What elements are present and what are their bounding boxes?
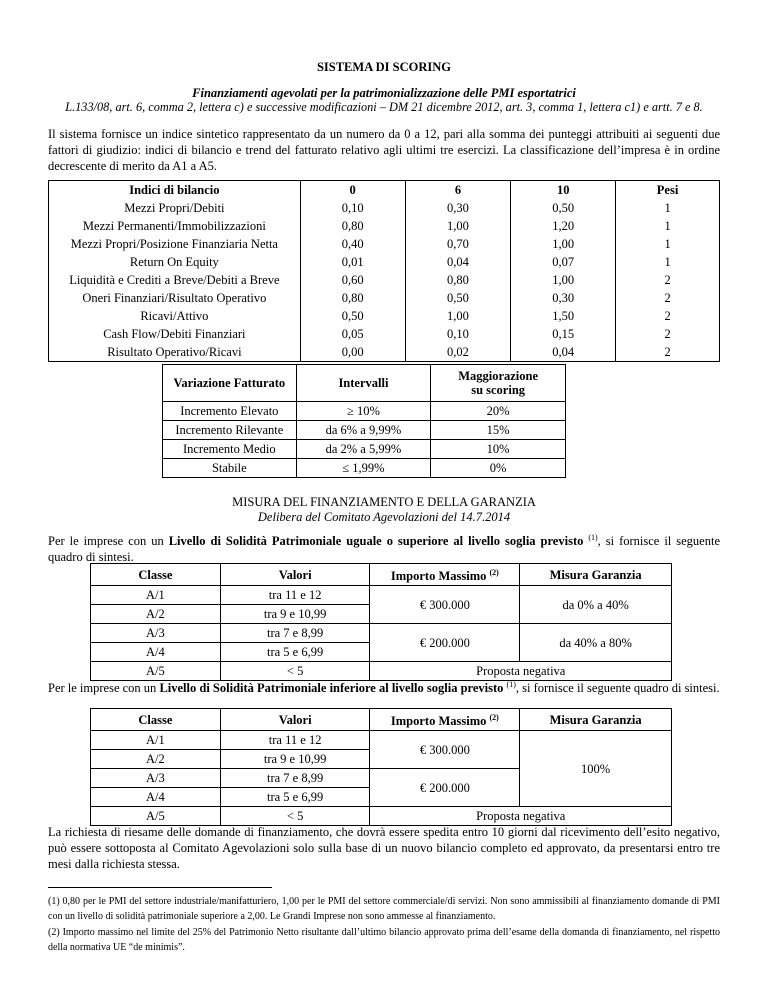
fatturato-cell: 10% <box>431 440 566 459</box>
indici-row <box>49 289 720 307</box>
importo-cell: € 300.000 <box>370 586 520 624</box>
fatturato-cell: da 2% a 5,99% <box>296 440 431 459</box>
fatturato-cell: Incremento Rilevante <box>163 421 297 440</box>
fatturato-row <box>163 421 566 440</box>
text: Per le imprese con un <box>48 681 160 696</box>
indici-row <box>49 235 720 253</box>
indici-row <box>49 253 720 271</box>
indice-value-cell: 1,00 <box>405 307 511 325</box>
classe-cell: A/3 <box>91 624 221 643</box>
valori-cell: tra 11 e 12 <box>220 586 370 605</box>
fatturato-header: Variazione Fatturato <box>163 365 297 402</box>
indice-value-cell: 2 <box>616 307 720 325</box>
indice-value-cell: 1,00 <box>405 217 511 235</box>
fatturato-cell: ≤ 1,99% <box>296 459 431 478</box>
fatturato-header-line: Maggiorazione <box>458 369 539 383</box>
classe-cell: A/1 <box>91 731 221 750</box>
garanzia-table-uguale <box>90 563 672 681</box>
indice-name-cell: Cash Flow/Debiti Finanziari <box>49 325 301 343</box>
indice-name-cell: Ricavi/Attivo <box>49 307 301 325</box>
classe-cell: A/1 <box>91 586 221 605</box>
indici-row <box>49 325 720 343</box>
garanzia-cell: da 0% a 40% <box>520 586 672 624</box>
indice-value-cell: 0,10 <box>300 199 405 217</box>
indice-value-cell: 0,80 <box>405 271 511 289</box>
indice-value-cell: 0,15 <box>511 325 616 343</box>
col-header <box>370 709 520 731</box>
footnote-1: (1) 0,80 per le PMI del settore industriale/manifatturiero, 1,00 per le PMI del settore commerciale/di servizi. Non sono ammissibili al finanziamento domande di PMI con un livello di solidità patrimoniale superiore a 2,00. Le Grandi Imprese non sono ammesse al finanziamento. <box>48 896 720 922</box>
indici-row <box>49 271 720 289</box>
table-row <box>91 586 672 605</box>
fatturato-row <box>163 459 566 478</box>
col-header: Classe <box>91 709 221 731</box>
footnote-divider <box>48 887 272 888</box>
valori-cell: < 5 <box>220 807 370 826</box>
importo-cell: € 200.000 <box>370 769 520 807</box>
section-title: MISURA DEL FINANZIAMENTO E DELLA GARANZIA <box>232 495 536 509</box>
footnote-2: (2) Importo massimo nel limite del 25% del Patrimonio Netto risultante dall’ultimo bilancio approvato prima dell’esame della domanda di finanziamento, nel rispetto della normativa UE “de minimis”. <box>48 927 720 953</box>
table-row <box>91 731 672 750</box>
bold-text: Livello di Solidità Patrimoniale inferiore al livello soglia previsto <box>159 681 504 696</box>
indici-header-row <box>49 181 720 200</box>
garanzia-cell: da 40% a 80% <box>520 624 672 662</box>
indici-row <box>49 199 720 217</box>
indici-header: 0 <box>300 181 405 200</box>
indice-name-cell: Liquidità e Crediti a Breve/Debiti a Breve <box>49 271 301 289</box>
fatturato-cell: 20% <box>431 402 566 421</box>
bold-text: Livello di Solidità Patrimoniale uguale o superiore al livello soglia previsto <box>168 534 584 549</box>
fatturato-table <box>162 364 566 478</box>
fatturato-body <box>163 402 566 478</box>
indice-value-cell: 1,00 <box>511 271 616 289</box>
indici-header: 6 <box>405 181 511 200</box>
fatturato-header-row <box>163 365 566 402</box>
indice-name-cell: Risultato Operativo/Ricavi <box>49 343 301 362</box>
classe-cell: A/5 <box>91 662 221 681</box>
indice-value-cell: 0,60 <box>300 271 405 289</box>
fatturato-cell: Incremento Elevato <box>163 402 297 421</box>
indice-value-cell: 2 <box>616 343 720 362</box>
garanzia-cell: 100% <box>520 731 672 807</box>
indice-value-cell: 0,30 <box>405 199 511 217</box>
fatturato-header: Intervalli <box>296 365 431 402</box>
indice-value-cell: 0,50 <box>300 307 405 325</box>
paragraph-inferiore <box>48 677 720 696</box>
indice-value-cell: 2 <box>616 325 720 343</box>
fatturato-header-line: su scoring <box>471 383 526 397</box>
legal-reference: L.133/08, art. 6, comma 2, lettera c) e successive modificazioni – DM 21 dicembre 2012, art. 3, comma 1, lettera c1) e artt. 7 e 8. <box>65 100 703 114</box>
indice-value-cell: 1 <box>616 199 720 217</box>
indice-value-cell: 1,50 <box>511 307 616 325</box>
fatturato-header <box>431 365 566 402</box>
indice-value-cell: 0,00 <box>300 343 405 362</box>
table-row <box>91 624 672 643</box>
classe-cell: A/2 <box>91 750 221 769</box>
indice-name-cell: Return On Equity <box>49 253 301 271</box>
valori-cell: tra 5 e 6,99 <box>220 643 370 662</box>
indice-value-cell: 1,00 <box>511 235 616 253</box>
fatturato-cell: da 6% a 9,99% <box>296 421 431 440</box>
indici-row <box>49 217 720 235</box>
indici-body <box>49 199 720 362</box>
indice-name-cell: Mezzi Propri/Debiti <box>49 199 301 217</box>
indice-value-cell: 1,20 <box>511 217 616 235</box>
footnote-ref: (1) <box>588 533 598 542</box>
footnote-ref: (2) <box>489 713 499 722</box>
indice-value-cell: 2 <box>616 271 720 289</box>
indice-name-cell: Oneri Finanziari/Risultato Operativo <box>49 289 301 307</box>
valori-cell: tra 7 e 8,99 <box>220 624 370 643</box>
garanzia-table-inferiore <box>90 708 672 826</box>
classe-cell: A/2 <box>91 605 221 624</box>
indici-header: Pesi <box>616 181 720 200</box>
indice-name-cell: Mezzi Permanenti/Immobilizzazioni <box>49 217 301 235</box>
text: Per le imprese con un <box>48 534 169 549</box>
indice-value-cell: 0,04 <box>511 343 616 362</box>
negativa-cell: Proposta negativa <box>370 807 672 826</box>
indici-row <box>49 343 720 362</box>
valori-cell: tra 9 e 10,99 <box>220 750 370 769</box>
indici-header: 10 <box>511 181 616 200</box>
indice-value-cell: 0,02 <box>405 343 511 362</box>
table-row <box>91 807 672 826</box>
importo-cell: € 300.000 <box>370 731 520 769</box>
indice-value-cell: 0,10 <box>405 325 511 343</box>
fatturato-row <box>163 402 566 421</box>
classe-cell: A/4 <box>91 788 221 807</box>
indice-value-cell: 0,40 <box>300 235 405 253</box>
table-header-row <box>91 709 672 731</box>
indice-value-cell: 0,50 <box>511 199 616 217</box>
riesame-paragraph: La richiesta di riesame delle domande di finanziamento, che dovrà essere spedita entro 10 giorni dal ricevimento dell’esito negativo, può essere sottoposta al Comitato Agevolazioni solo sulla base di un nuovo bilancio completo ed approvato, da presentarsi entro tre mesi dalla richiesta stessa. <box>48 825 720 871</box>
indice-value-cell: 0,07 <box>511 253 616 271</box>
negativa-cell: Proposta negativa <box>370 662 672 681</box>
paragraph-uguale <box>48 530 720 565</box>
col-header-text: Importo Massimo <box>390 569 487 584</box>
valori-cell: tra 7 e 8,99 <box>220 769 370 788</box>
valori-cell: < 5 <box>220 662 370 681</box>
col-header <box>370 564 520 586</box>
importo-cell: € 200.000 <box>370 624 520 662</box>
text: , si fornisce il seguente quadro di sintesi. <box>48 534 720 565</box>
table-header-row <box>91 564 672 586</box>
fatturato-row <box>163 440 566 459</box>
indice-value-cell: 0,80 <box>300 217 405 235</box>
indice-value-cell: 0,05 <box>300 325 405 343</box>
valori-cell: tra 11 e 12 <box>220 731 370 750</box>
col-header: Valori <box>220 564 370 586</box>
intro-paragraph: Il sistema fornisce un indice sintetico rappresentato da un numero da 0 a 12, pari alla somma dei punteggi attribuiti ai seguenti due fattori di giudizio: indici di bilancio e trend del fatturato relativo agli ultimi tre esercizi. La classificazione dell’impresa è in ordine decrescente di merito da A1 a A5. <box>48 127 720 173</box>
col-header-text: Importo Massimo <box>390 714 487 729</box>
indice-value-cell: 1 <box>616 253 720 271</box>
indice-value-cell: 0,50 <box>405 289 511 307</box>
indici-row <box>49 307 720 325</box>
classe-cell: A/5 <box>91 807 221 826</box>
classe-cell: A/4 <box>91 643 221 662</box>
indice-value-cell: 2 <box>616 289 720 307</box>
indice-value-cell: 0,70 <box>405 235 511 253</box>
indice-name-cell: Mezzi Propri/Posizione Finanziaria Netta <box>49 235 301 253</box>
page-title: SISTEMA DI SCORING <box>316 60 452 74</box>
col-header: Classe <box>91 564 221 586</box>
footnote-ref: (2) <box>489 568 499 577</box>
indici-table <box>48 180 720 362</box>
fatturato-cell: 0% <box>431 459 566 478</box>
classe-cell: A/3 <box>91 769 221 788</box>
valori-cell: tra 9 e 10,99 <box>220 605 370 624</box>
page-subtitle: Finanziamenti agevolati per la patrimonializzazione delle PMI esportatrici <box>192 86 576 100</box>
section-subtitle: Delibera del Comitato Agevolazioni del 14.7.2014 <box>257 510 511 524</box>
col-header: Misura Garanzia <box>520 709 672 731</box>
indice-value-cell: 0,30 <box>511 289 616 307</box>
text: , si fornisce il seguente quadro di sintesi. <box>515 681 720 696</box>
fatturato-cell: 15% <box>431 421 566 440</box>
col-header: Misura Garanzia <box>520 564 672 586</box>
fatturato-cell: Incremento Medio <box>163 440 297 459</box>
valori-cell: tra 5 e 6,99 <box>220 788 370 807</box>
col-header: Valori <box>220 709 370 731</box>
fatturato-cell: Stabile <box>163 459 297 478</box>
indice-value-cell: 0,01 <box>300 253 405 271</box>
indici-header: Indici di bilancio <box>49 181 301 200</box>
indice-value-cell: 0,04 <box>405 253 511 271</box>
indice-value-cell: 0,80 <box>300 289 405 307</box>
indice-value-cell: 1 <box>616 217 720 235</box>
footnote-ref: (1) <box>506 680 516 689</box>
indice-value-cell: 1 <box>616 235 720 253</box>
fatturato-cell: ≥ 10% <box>296 402 431 421</box>
